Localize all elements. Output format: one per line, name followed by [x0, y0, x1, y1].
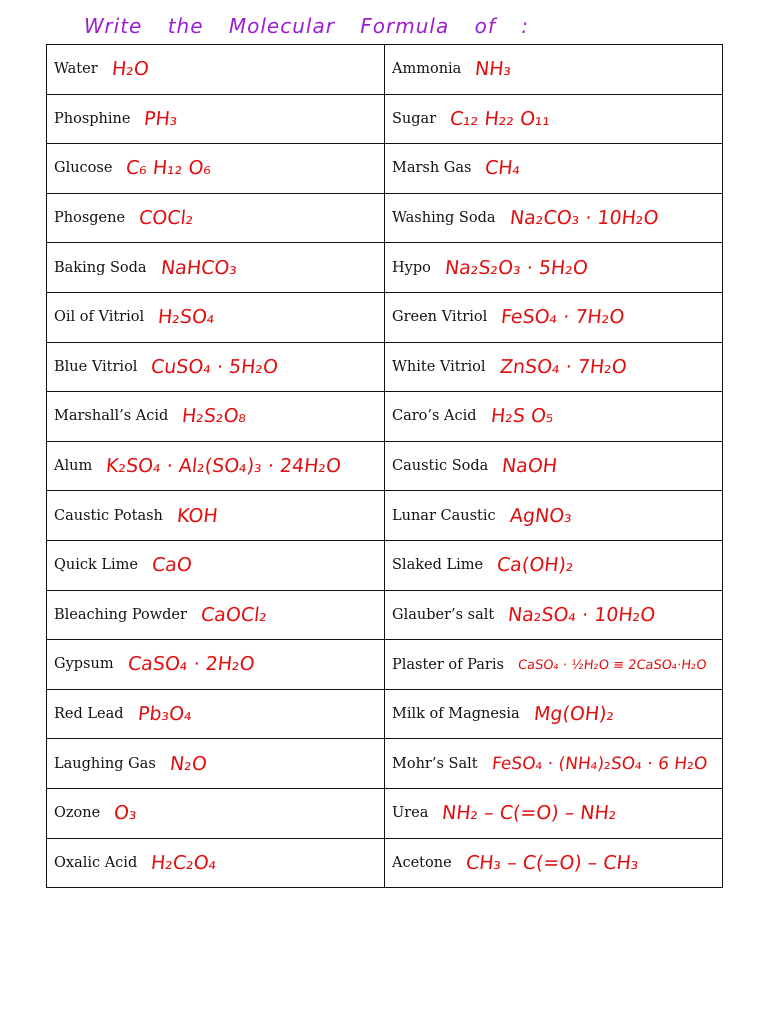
compound-name: Bleaching Powder [54, 606, 187, 623]
left-cell [47, 788, 385, 838]
right-cell [385, 689, 723, 739]
handwritten-formula: Pb₃O₄ [136, 703, 193, 726]
handwritten-formula: CaSO₄ · ½H₂O ≡ 2CaSO₄·H₂O [517, 657, 708, 673]
table-row [47, 788, 723, 838]
handwritten-formula: CH₄ [484, 157, 522, 180]
left-cell [47, 342, 385, 392]
handwritten-formula: NaHCO₃ [159, 256, 238, 279]
right-cell [385, 193, 723, 243]
handwritten-formula: H₂O [110, 58, 150, 81]
formula-table [46, 44, 723, 888]
left-cell [47, 739, 385, 789]
handwritten-formula: FeSO₄ · (NH₄)₂SO₄ · 6 H₂O [490, 753, 708, 774]
right-cell [385, 144, 723, 194]
compound-name: Oxalic Acid [54, 854, 138, 871]
compound-name: Glucose [54, 160, 113, 177]
table-row [47, 342, 723, 392]
compound-name: Marshall’s Acid [54, 408, 169, 425]
handwritten-formula: N₂O [168, 752, 208, 775]
compound-name: Alum [54, 458, 93, 475]
compound-name: Caustic Soda [392, 458, 489, 475]
compound-name: Plaster of Paris [392, 657, 504, 674]
left-cell [47, 491, 385, 541]
handwritten-formula: H₂S O₅ [489, 405, 555, 428]
right-cell [385, 590, 723, 640]
right-cell [385, 739, 723, 789]
right-cell [385, 640, 723, 690]
compound-name: Gypsum [54, 656, 114, 673]
compound-name: Urea [392, 805, 429, 822]
table-row [47, 590, 723, 640]
handwritten-formula: Na₂SO₄ · 10H₂O [507, 603, 657, 626]
handwritten-formula: CuSO₄ · 5H₂O [150, 355, 280, 378]
right-cell [385, 292, 723, 342]
compound-name: Ozone [54, 805, 101, 822]
table-row [47, 144, 723, 194]
compound-name: Milk of Magnesia [392, 706, 520, 723]
handwritten-formula: Ca(OH)₂ [495, 554, 575, 577]
handwritten-formula: Mg(OH)₂ [532, 703, 615, 726]
handwritten-formula: AgNO₃ [508, 504, 573, 527]
handwritten-formula: NH₃ [474, 58, 513, 81]
handwritten-formula: CH₃ – C(=O) – CH₃ [464, 851, 640, 874]
table-row [47, 193, 723, 243]
table-row [47, 540, 723, 590]
compound-name: Marsh Gas [392, 160, 472, 177]
worksheet-heading: Write the Molecular Formula of : [84, 14, 529, 38]
compound-name: Blue Vitriol [54, 358, 138, 375]
table-row [47, 689, 723, 739]
compound-name: Green Vitriol [392, 309, 488, 326]
handwritten-formula: CaO [150, 554, 194, 577]
table-row [47, 392, 723, 442]
compound-name: White Vitriol [392, 358, 486, 375]
compound-name: Slaked Lime [392, 557, 484, 574]
handwritten-formula: H₂S₂O₈ [181, 405, 248, 428]
handwritten-formula: Na₂CO₃ · 10H₂O [508, 207, 660, 230]
handwritten-formula: C₆ H₁₂ O₆ [125, 157, 213, 180]
table-row [47, 838, 723, 888]
table-row [47, 292, 723, 342]
handwritten-formula: O₃ [113, 802, 138, 825]
left-cell [47, 193, 385, 243]
left-cell [47, 640, 385, 690]
handwritten-formula: Na₂S₂O₃ · 5H₂O [443, 256, 589, 279]
left-cell [47, 392, 385, 442]
left-cell [47, 689, 385, 739]
handwritten-formula: H₂SO₄ [156, 306, 216, 329]
right-cell [385, 94, 723, 144]
compound-name: Phosgene [54, 210, 126, 227]
compound-name: Quick Lime [54, 557, 138, 574]
compound-name: Oil of Vitriol [54, 309, 145, 326]
handwritten-formula: C₁₂ H₂₂ O₁₁ [448, 107, 552, 130]
compound-name: Phosphine [54, 110, 131, 127]
compound-name: Glauber’s salt [392, 606, 495, 623]
compound-name: Sugar [392, 110, 437, 127]
left-cell [47, 45, 385, 95]
left-cell [47, 441, 385, 491]
table-row [47, 45, 723, 95]
table-row [47, 243, 723, 293]
right-cell [385, 342, 723, 392]
left-cell [47, 540, 385, 590]
compound-name: Ammonia [392, 61, 462, 78]
left-cell [47, 144, 385, 194]
handwritten-formula: NH₂ – C(=O) – NH₂ [441, 802, 618, 825]
compound-name: Red Lead [54, 706, 124, 723]
right-cell [385, 441, 723, 491]
handwritten-formula: ZnSO₄ · 7H₂O [498, 355, 628, 378]
compound-name: Hypo [392, 259, 431, 276]
compound-name: Baking Soda [54, 259, 147, 276]
right-cell [385, 838, 723, 888]
right-cell [385, 788, 723, 838]
left-cell [47, 94, 385, 144]
handwritten-formula: K₂SO₄ · Al₂(SO₄)₃ · 24H₂O [105, 455, 343, 478]
handwritten-formula: FeSO₄ · 7H₂O [500, 306, 626, 329]
left-cell [47, 590, 385, 640]
left-cell [47, 292, 385, 342]
compound-name: Laughing Gas [54, 755, 156, 772]
left-cell [47, 838, 385, 888]
handwritten-formula: CaOCl₂ [199, 603, 269, 626]
compound-name: Water [54, 61, 98, 78]
left-cell [47, 243, 385, 293]
compound-name: Caro’s Acid [392, 408, 477, 425]
right-cell [385, 392, 723, 442]
table-row [47, 94, 723, 144]
table-row [47, 739, 723, 789]
handwritten-formula: NaOH [501, 455, 559, 478]
compound-name: Mohr’s Salt [392, 755, 478, 772]
right-cell [385, 243, 723, 293]
handwritten-formula: COCl₂ [137, 207, 195, 230]
handwritten-formula: CaSO₄ · 2H₂O [126, 653, 256, 676]
right-cell [385, 540, 723, 590]
right-cell [385, 45, 723, 95]
handwritten-formula: PH₃ [143, 107, 179, 130]
right-cell [385, 491, 723, 541]
handwritten-formula: H₂C₂O₄ [150, 851, 218, 874]
compound-name: Washing Soda [392, 210, 496, 227]
table-row [47, 640, 723, 690]
table-row [47, 491, 723, 541]
compound-name: Caustic Potash [54, 507, 163, 524]
handwritten-formula: KOH [175, 504, 219, 527]
compound-name: Acetone [392, 854, 452, 871]
compound-name: Lunar Caustic [392, 507, 496, 524]
table-row [47, 441, 723, 491]
formula-table-body [47, 45, 723, 888]
